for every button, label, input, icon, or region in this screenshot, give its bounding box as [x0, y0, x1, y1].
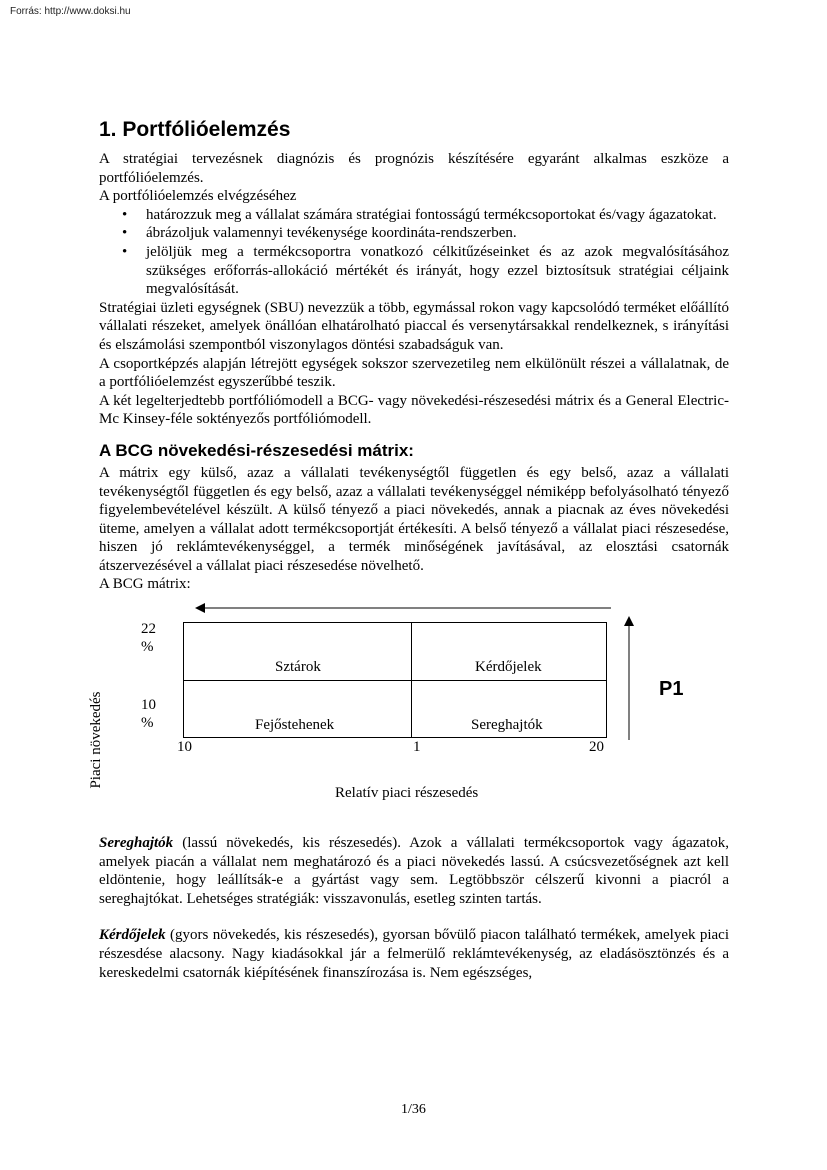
bullet-item: • jelöljük meg a termékcsoportra vonatkozó célkitűzéseinket és az azok megvalósításához szükséges erőforrás-allokáció mértékét és irányát, hogy ezzel biztosítsuk stratégiai céljaink megvalósítását. [146, 243, 729, 299]
x-tick-left: 10 [177, 739, 192, 756]
bullet-item: • ábrázoljuk valamennyi tevékenysége koordináta-rendszerben. [146, 224, 729, 243]
definition-text: (gyors növekedés, kis részesedés), gyorsan bővülő piacon található termékek, amelyek piaci részesdése alacsony. Nagy kiadásokkal jár a felmerülő reklámtevékenység, az eladásösztönzés és a kereskedelmi csatornák kiépítésének finanszírozása is. Nem egészséges, [99, 927, 729, 981]
side-label: P1 [659, 678, 684, 701]
page-title: 1. Portfólióelemzés [99, 118, 291, 141]
y-axis-label: Piaci növekedés [88, 691, 104, 789]
bullet-list [99, 206, 729, 299]
body-paragraph: A csoportképzés alapján létrejött egységek sokszor szervezetileg nem elkülönült részei a vállalatnak, de a portfólióelemzést egyszerűbbé teszik. [99, 355, 729, 391]
section-paragraph: A mátrix egy külső, azaz a vállalati tevékenységtől független és egy belső, azaz a vállalati tevékenységtől független és egy belső, azaz a vállalati tevékenységgel némiképp befolyásolható tényező figyelembevételével készült. A külső tényező a piaci növekedés, annak a piacnak az éves növekedési üteme, amelyen a vállalat adott termékcsoportját értékesíti. A belső tényező a vállalat piaci részesedése, hiszen jó reklámtevékenységgel, a termék minőségének javításával, az elosztási csatornák átszervezésével a vállalat piaci részesedése növelhető. [99, 464, 729, 574]
y-tick-top-unit: % [141, 639, 154, 656]
x-tick-right: 20 [589, 739, 604, 756]
quadrant-dogs: Sereghajtók [471, 717, 543, 734]
intro-paragraph: A portfólióelemzés elvégzéséhez [99, 188, 297, 205]
definition-text: (lassú növekedés, kis részesedés). Azok a vállalati termékcsoportok vagy ágazatok, amelyek piacán a vállalat nem meghatározó és a piaci növekedés lassú. A csúcsvezetőségnek azt kell eldöntenie, hogy leállítsák-e a gyártást vagy sem. Legtöbbször célszerű kivonni a piacról a sereghajtókat. Lehetséges stratégiák: visszavonulás, esetleg szinten tartás. [99, 835, 729, 907]
x-axis-label: Relatív piaci részesedés [335, 785, 479, 802]
quadrant-question-marks: Kérdőjelek [475, 659, 542, 676]
left-arrow-icon [195, 602, 611, 614]
bullet-item: • határozzuk meg a vállalat számára stratégiai fontosságú termékcsoportokat és/vagy ágazatokat. [146, 206, 729, 225]
up-arrow-icon [623, 616, 635, 740]
y-tick-bottom-unit: % [141, 715, 154, 732]
definition-term: Kérdőjelek [99, 927, 166, 944]
definition-term: Sereghajtók [99, 835, 174, 852]
source-note: Forrás: http://www.doksi.hu [10, 6, 131, 17]
x-tick-mid: 1 [413, 739, 421, 756]
section-heading: A BCG növekedési-részesedési mátrix: [99, 440, 414, 460]
body-paragraph: Stratégiai üzleti egységnek (SBU) nevezzük a több, egymással rokon vagy kapcsolódó terméket előállító vállalati részeket, amelyek önállóan elhatárolható piaccal és versenytársakkal rendelkeznek, s irányítási és elszámolási szempontból viszonylagos döntési szabadságuk van. [99, 299, 729, 353]
page-number: 1/36 [401, 1102, 426, 1117]
y-tick-bottom: 10 [141, 697, 156, 714]
y-tick-top: 22 [141, 621, 156, 638]
intro-paragraph: A stratégiai tervezésnek diagnózis és prognózis készítésére egyaránt alkalmas eszköze a portfólióelemzés. [99, 151, 729, 186]
document-body [88, 118, 729, 982]
definition-paragraph [99, 834, 729, 908]
definition-paragraph [99, 926, 729, 982]
body-paragraph: A két legelterjedtebb portfóliómodell a BCG- vagy növekedési-részesedési mátrix és a General Electric-Mc Kinsey-féle soktényezős portfóliómodell. [99, 392, 729, 428]
quadrant-stars: Sztárok [275, 659, 321, 676]
section-paragraph: A BCG mátrix: [99, 576, 191, 593]
quadrant-cash-cows: Fejőstehenek [255, 717, 335, 734]
matrix-divider-horizontal [183, 680, 607, 681]
bcg-matrix [88, 602, 729, 834]
